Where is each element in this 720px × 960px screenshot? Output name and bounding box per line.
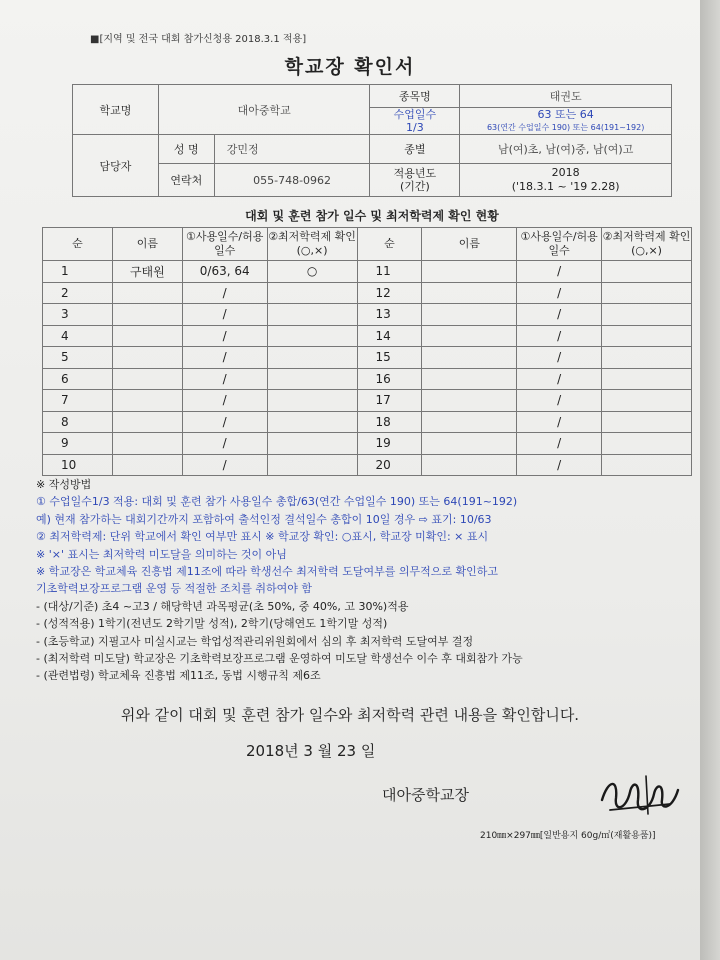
year-label: 적용년도 — [393, 167, 437, 180]
event-label: 종목명 — [370, 85, 460, 108]
row-academic — [267, 304, 357, 326]
table-row — [43, 433, 692, 455]
row-no-2: 17 — [357, 390, 422, 412]
sign-date: 2018년 3 월 23 일 — [246, 742, 376, 760]
note-line: ※ 작성방법 — [36, 478, 92, 491]
note-line: ※ 학교장은 학교체육 진흥법 제11조에 따라 학생선수 최저학력 도달여부를 의무적으로 확인하고 — [36, 565, 498, 579]
event-value: 태권도 — [460, 85, 672, 108]
row-name — [112, 368, 182, 390]
row-days: / — [182, 282, 267, 304]
row-academic-2 — [602, 304, 692, 326]
note-line: - (관련법령) 학교체육 진흥법 제11조, 동법 시행규칙 제6조 — [36, 669, 321, 683]
row-name — [112, 282, 182, 304]
year-range: ('18.3.1 ~ '19 2.28) — [511, 180, 620, 193]
row-academic — [267, 390, 357, 412]
document-title: 학교장 확인서 — [284, 56, 416, 78]
row-name-2 — [422, 261, 517, 283]
note-line: ② 최저학력제: 단위 학교에서 확인 여부만 표시 ※ 학교장 확인: ○표시, 학교장 미확인: × 표시 — [36, 530, 489, 544]
header-days: ①사용일수/허용일수 — [182, 228, 267, 261]
row-no: 6 — [43, 368, 113, 390]
row-academic-2 — [602, 261, 692, 283]
class-days-sub: 1/3 — [406, 121, 424, 134]
row-no: 5 — [43, 347, 113, 369]
row-days: / — [182, 347, 267, 369]
row-days-2: / — [517, 390, 602, 412]
category-label: 종별 — [370, 135, 460, 164]
row-days-2: / — [517, 433, 602, 455]
row-name-2 — [422, 368, 517, 390]
header-academic: ②최저학력제 확인(○,×) — [267, 228, 357, 261]
header-no: 순 — [43, 228, 113, 261]
row-name-2 — [422, 304, 517, 326]
row-no-2: 19 — [357, 433, 422, 455]
row-academic-2 — [602, 347, 692, 369]
row-academic — [267, 347, 357, 369]
row-days: / — [182, 454, 267, 476]
header-name: 이름 — [112, 228, 182, 261]
table-row — [43, 454, 692, 476]
row-days-2: / — [517, 454, 602, 476]
writing-notes — [36, 476, 696, 685]
row-days: / — [182, 390, 267, 412]
row-no: 7 — [43, 390, 113, 412]
row-academic-2 — [602, 433, 692, 455]
row-name — [112, 454, 182, 476]
row-days: / — [182, 325, 267, 347]
principal-title: 대아중학교장 — [382, 786, 469, 804]
school-value: 대아중학교 — [158, 85, 370, 135]
note-line: - (최저학력 미도달) 학교장은 기초학력보장프로그램 운영하여 미도달 학생선수 이수 후 대회참가 가능 — [36, 652, 523, 666]
note-line: ① 수업일수1/3 적용: 대회 및 훈련 참가 사용일수 총합/63(연간 수업일수 190) 또는 64(191~192) — [36, 495, 518, 509]
info-table — [72, 84, 672, 197]
table-row — [43, 325, 692, 347]
row-no-2: 12 — [357, 282, 422, 304]
header-days-2: ①사용일수/허용일수 — [517, 228, 602, 261]
row-academic-2 — [602, 368, 692, 390]
row-name-2 — [422, 411, 517, 433]
row-no: 3 — [43, 304, 113, 326]
year-value: 2018 — [551, 166, 580, 179]
row-days-2: / — [517, 368, 602, 390]
row-name — [112, 411, 182, 433]
row-academic-2 — [602, 325, 692, 347]
row-name — [112, 325, 182, 347]
note-line: 예) 현재 참가하는 대회기간까지 포함하여 출석인정 결석일수 총합이 10일 경우 ⇨ 표기: 10/63 — [36, 512, 492, 526]
name-value: 강민정 — [214, 135, 370, 164]
row-days-2: / — [517, 347, 602, 369]
header-academic-2: ②최저학력제 확인(○,×) — [602, 228, 692, 261]
row-days: / — [182, 433, 267, 455]
row-academic — [267, 411, 357, 433]
row-no: 9 — [43, 433, 113, 455]
row-academic-2 — [602, 390, 692, 412]
row-name — [112, 390, 182, 412]
contact-value: 055-748-0962 — [214, 164, 370, 197]
row-academic-2 — [602, 411, 692, 433]
header-name-2: 이름 — [422, 228, 517, 261]
table-row — [43, 261, 692, 283]
row-academic — [267, 368, 357, 390]
row-name-2 — [422, 325, 517, 347]
note-line: 기초학력보장프로그램 운영 등 적절한 조치를 취하여야 함 — [36, 582, 313, 596]
row-academic — [267, 454, 357, 476]
class-days-value2: 63(연간 수업일수 190) 또는 64(191~192) — [486, 123, 645, 132]
row-days-2: / — [517, 261, 602, 283]
table-row — [43, 282, 692, 304]
note-line: ※ '×' 표시는 최저학력 미도달을 의미하는 것이 아님 — [36, 547, 287, 561]
name-label: 성 명 — [158, 135, 214, 164]
row-no: 1 — [43, 261, 113, 283]
principal-signature-icon — [596, 770, 688, 820]
row-days-2: / — [517, 304, 602, 326]
row-days: / — [182, 304, 267, 326]
row-no: 2 — [43, 282, 113, 304]
row-no-2: 13 — [357, 304, 422, 326]
contact-label: 연락처 — [158, 164, 214, 197]
table-row — [43, 411, 692, 433]
row-days-2: / — [517, 411, 602, 433]
row-name-2 — [422, 390, 517, 412]
row-name: 구태원 — [112, 261, 182, 283]
row-academic: ○ — [267, 261, 357, 283]
manager-label: 담당자 — [73, 135, 159, 197]
row-academic — [267, 325, 357, 347]
row-name — [112, 433, 182, 455]
row-name-2 — [422, 347, 517, 369]
header-no-2: 순 — [357, 228, 422, 261]
row-no: 10 — [43, 454, 113, 476]
note-line: - (초등학교) 지필고사 미실시교는 학업성적관리위원회에서 심의 후 최저학력 도달여부 결정 — [36, 634, 474, 648]
row-name-2 — [422, 433, 517, 455]
row-name-2 — [422, 454, 517, 476]
row-no-2: 18 — [357, 411, 422, 433]
class-days-label: 수업일수 — [393, 108, 437, 121]
form-code: ■[지역 및 전국 대회 참가신청용 2018.3.1 적용] — [90, 34, 307, 45]
paper-spec: 210㎜×297㎜[일반용지 60g/㎡(재활용품)] — [480, 831, 656, 841]
year-sub: (기간) — [399, 180, 430, 193]
section-title: 대회 및 훈련 참가 일수 및 최저학력제 확인 현황 — [245, 209, 499, 223]
table-row — [43, 304, 692, 326]
page-shadow — [700, 0, 720, 960]
category-value: 남(여)초, 남(여)중, 남(여)고 — [460, 135, 672, 164]
row-no-2: 14 — [357, 325, 422, 347]
row-academic-2 — [602, 454, 692, 476]
table-row — [43, 390, 692, 412]
row-academic — [267, 282, 357, 304]
note-line: - (성적적용) 1학기(전년도 2학기말 성적), 2학기(당해연도 1학기말 성적) — [36, 617, 388, 631]
row-days-2: / — [517, 325, 602, 347]
row-days-2: / — [517, 282, 602, 304]
row-no-2: 16 — [357, 368, 422, 390]
participation-table — [42, 227, 692, 476]
row-no-2: 15 — [357, 347, 422, 369]
row-no-2: 20 — [357, 454, 422, 476]
confirm-statement: 위와 같이 대회 및 훈련 참가 일수와 최저학력 관련 내용을 확인합니다. — [120, 706, 580, 724]
row-name — [112, 304, 182, 326]
table-row — [43, 368, 692, 390]
row-name-2 — [422, 282, 517, 304]
row-no: 4 — [43, 325, 113, 347]
row-no: 8 — [43, 411, 113, 433]
row-no-2: 11 — [357, 261, 422, 283]
row-days: / — [182, 411, 267, 433]
table-row — [43, 347, 692, 369]
class-days-value1: 63 또는 64 — [537, 108, 594, 121]
row-academic — [267, 433, 357, 455]
school-label: 학교명 — [73, 85, 159, 135]
row-days: 0/63, 64 — [182, 261, 267, 283]
row-academic-2 — [602, 282, 692, 304]
note-line: - (대상/기준) 초4 ~고3 / 해당학년 과목평균(초 50%, 중 40%, 고 30%)적용 — [36, 599, 409, 613]
row-name — [112, 347, 182, 369]
row-days: / — [182, 368, 267, 390]
